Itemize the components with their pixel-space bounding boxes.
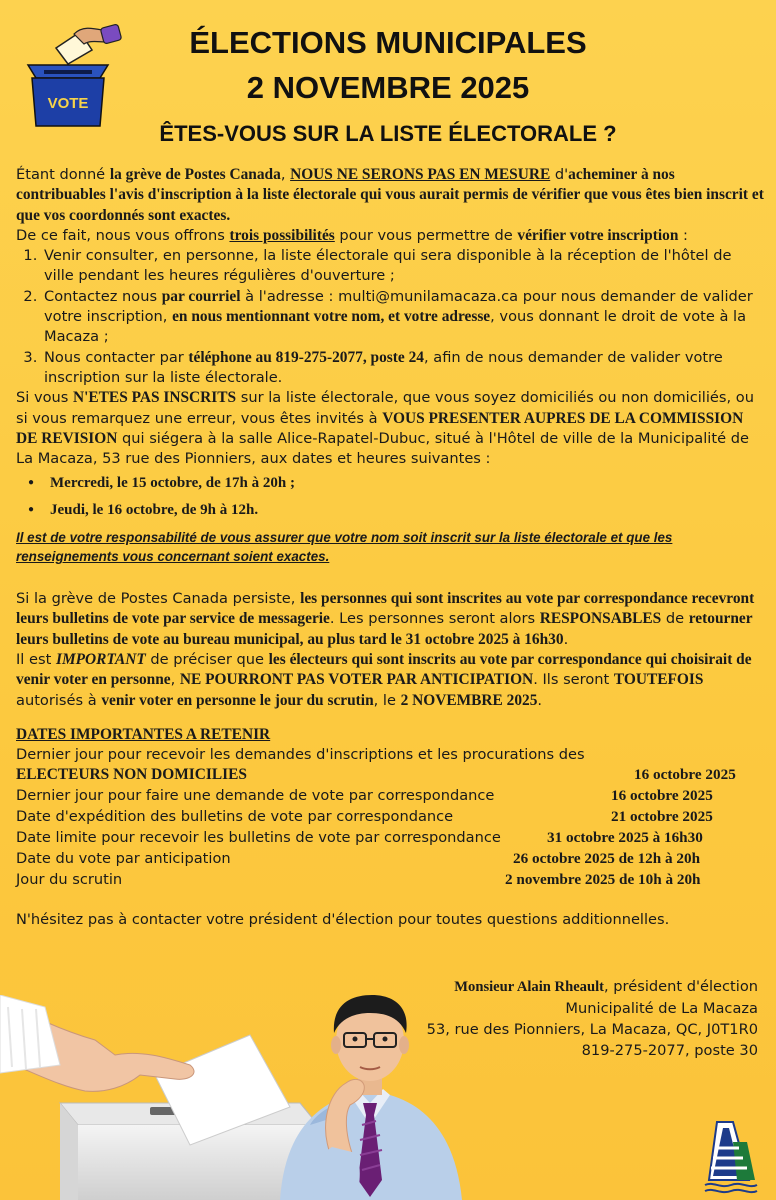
important-text: de préciser que — [145, 650, 269, 668]
important-date-row — [16, 807, 764, 828]
intro-text: , — [280, 166, 291, 183]
important-date-label: Date d'expédition des bulletins de vote par correspondance — [16, 808, 454, 826]
important-date-value: 21 octobre 2025 — [611, 808, 713, 826]
revision-date-sep: ; — [286, 475, 295, 492]
option-text: Contactez nous — [44, 287, 162, 305]
revision-text: qui siégera à la salle Alice-Rapatel-Dubuc, situé à l'Hôtel de ville de la Municipalité de La Macaza, 53 rue des Pionniers, aux dates et heures suivantes : — [16, 429, 749, 468]
options-intro-text: pour vous permettre de — [334, 226, 518, 244]
important-text: . — [537, 691, 543, 709]
options-list — [16, 246, 764, 388]
revision-date-item — [50, 500, 764, 520]
important-date-label: Date du vote par anticipation — [16, 850, 231, 868]
main-content — [16, 165, 764, 931]
important-text: NE POURRONT PAS VOTER PAR ANTICIPATION — [179, 671, 534, 689]
signature-name: Monsieur Alain Rheault — [454, 979, 605, 995]
important-date-value: 2 novembre 2025 de 10h à 20h — [505, 871, 701, 889]
options-intro-text: De ce fait, nous vous offrons — [16, 226, 230, 244]
important-text: autorisés à — [16, 691, 102, 709]
intro-paragraph — [16, 165, 764, 226]
important-dates-heading: DATES IMPORTANTES A RETENIR — [16, 725, 271, 743]
important-date-label: Jour du scrutin — [16, 871, 123, 889]
important-date-label: Dernier jour pour faire une demande de vote par correspondance — [16, 787, 495, 805]
page-title-line-1: ÉLECTIONS MUNICIPALES — [189, 25, 587, 60]
options-purpose: vérifier votre inscription — [517, 226, 679, 244]
option-text: , afin de nous demander de valider votre inscription sur la liste électorale. — [44, 348, 723, 386]
revision-dates — [16, 473, 764, 520]
revision-commission: VOUS PRESENTER AUPRES DE LA COMMISSION DE REVISION — [16, 409, 744, 447]
closing-note: N'hésitez pas à contacter votre président d'élection pour toutes questions additionnelles. — [16, 911, 670, 929]
intro-details: acheminer à nos contribuables l'avis d'inscription à la liste électorale qui vous aurait permis de vérifier que vous êtes bien inscrit et que vos coordonnés sont exactes. — [16, 166, 764, 224]
important-date-value: 26 octobre 2025 de 12h à 20h — [513, 850, 701, 868]
signature-name-line — [427, 976, 758, 998]
important-date-row — [16, 786, 764, 807]
option-text: , vous donnant le droit de vote à la Macaza ; — [44, 308, 747, 346]
important-date-value: 16 octobre 2025 — [634, 766, 736, 784]
intro-notice: NOUS NE SERONS PAS EN MESURE — [290, 166, 551, 183]
option-text: par courriel — [161, 287, 241, 305]
options-intro-text: : — [678, 226, 688, 244]
strike-text: . — [563, 630, 569, 648]
revision-text: Si vous — [16, 389, 74, 407]
strike-text: Si la grève de Postes Canada persiste, — [16, 590, 301, 608]
signature-org: Municipalité de La Macaza — [565, 1000, 758, 1017]
important-date-label: ELECTEURS NON DOMICILIES — [16, 766, 247, 784]
important-text: , — [170, 671, 180, 689]
revision-date-item — [50, 473, 764, 493]
option-email — [42, 287, 764, 348]
option-phone — [42, 348, 764, 389]
responsibility-note: Il est de votre responsabilité de vous assurer que votre nom soit inscrit sur la liste électorale et que les renseignements vous concernant soient exactes. — [16, 530, 673, 565]
strike-text: . Les personnes seront alors — [329, 610, 540, 628]
signature-block — [427, 976, 758, 1061]
strike-paragraph — [16, 589, 764, 650]
strike-text: les personnes qui sont inscrites au vote par correspondance recevront leurs bulletins de vote par service de messagerie — [16, 590, 755, 628]
option-text: en nous mentionnant votre nom, et votre adresse — [172, 308, 491, 326]
revision-date: Jeudi, le 16 octobre, de 9h à 12h — [50, 501, 255, 518]
important-date-row — [16, 765, 764, 786]
important-text: Il est — [16, 650, 56, 668]
important-date-row — [16, 849, 764, 870]
important-date-value: 31 octobre 2025 à 16h30 — [547, 829, 703, 847]
important-date-row — [16, 828, 764, 849]
strike-deadline: retourner leurs bulletins de vote au bureau municipal, au plus tard le 31 octobre 2025 à 16h30 — [16, 610, 753, 648]
signature-address: 53, rue des Pionniers, La Macaza, QC, J0T1R0 — [426, 1021, 758, 1038]
options-intro — [16, 226, 764, 246]
important-date-value: 16 octobre 2025 — [611, 787, 713, 805]
intro-text: d' — [550, 166, 569, 183]
ballot-box-icon — [18, 20, 128, 130]
important-dates-first-line: Dernier jour pour recevoir les demandes d'inscriptions et les procurations des — [16, 746, 585, 764]
page-title-line-2: 2 NOVEMBRE 2025 — [246, 70, 530, 105]
important-date-row — [16, 870, 764, 891]
revision-paragraph — [16, 388, 764, 469]
strike-text: de — [661, 610, 689, 628]
revision-date-sep: . — [254, 501, 259, 518]
option-in-person: 1. Venir consulter, en personne, la liste électorale qui sera disponible à la réception de l'hôtel de ville pendant les heures régulières d'ouverture ; — [42, 246, 764, 287]
election-date: 2 NOVEMBRE 2025 — [400, 691, 538, 709]
revision-text: sur la liste électorale, que vous soyez domiciliés ou non domiciliés, ou si vous remarquez une erreur, vous êtes invités à — [16, 389, 754, 427]
signature-title: , président d'élection — [604, 978, 758, 995]
important-text: venir voter en personne le jour du scrutin — [101, 691, 374, 709]
important-date-label: Date limite pour recevoir les bulletins de vote par correspondance — [16, 829, 501, 847]
page-subtitle: ÊTES-VOUS SUR LA LISTE ÉLECTORALE ? — [159, 121, 617, 146]
strike-text: RESPONSABLES — [539, 610, 662, 628]
important-text: les électeurs qui sont inscrits au vote par correspondance qui choisirait de venir voter en personne — [16, 650, 752, 689]
ballot-box-label: VOTE — [47, 95, 89, 112]
important-text: TOUTEFOIS — [613, 671, 704, 689]
signature-phone: 819-275-2077, poste 30 — [581, 1042, 758, 1059]
important-text: IMPORTANT — [55, 650, 146, 668]
important-text: . Ils seront — [533, 671, 614, 689]
option-text: Nous contacter par — [44, 348, 189, 366]
revision-date: Mercredi, le 15 octobre, de 17h à 20h — [50, 475, 287, 492]
intro-strike: la grève de Postes Canada — [109, 166, 281, 183]
options-count: trois possibilités — [229, 226, 335, 244]
intro-text: Étant donné — [16, 166, 110, 183]
option-phone-number: téléphone au 819-275-2077, poste 24 — [188, 348, 424, 366]
important-text: , le — [373, 691, 401, 709]
important-paragraph — [16, 650, 764, 711]
municipality-logo — [703, 1118, 759, 1194]
revision-text: N'ETES PAS INSCRITS — [73, 389, 237, 407]
option-email-address: à l'adresse : multi@munilamacaza.ca pour nous demander de valider votre inscription, — [44, 287, 753, 326]
